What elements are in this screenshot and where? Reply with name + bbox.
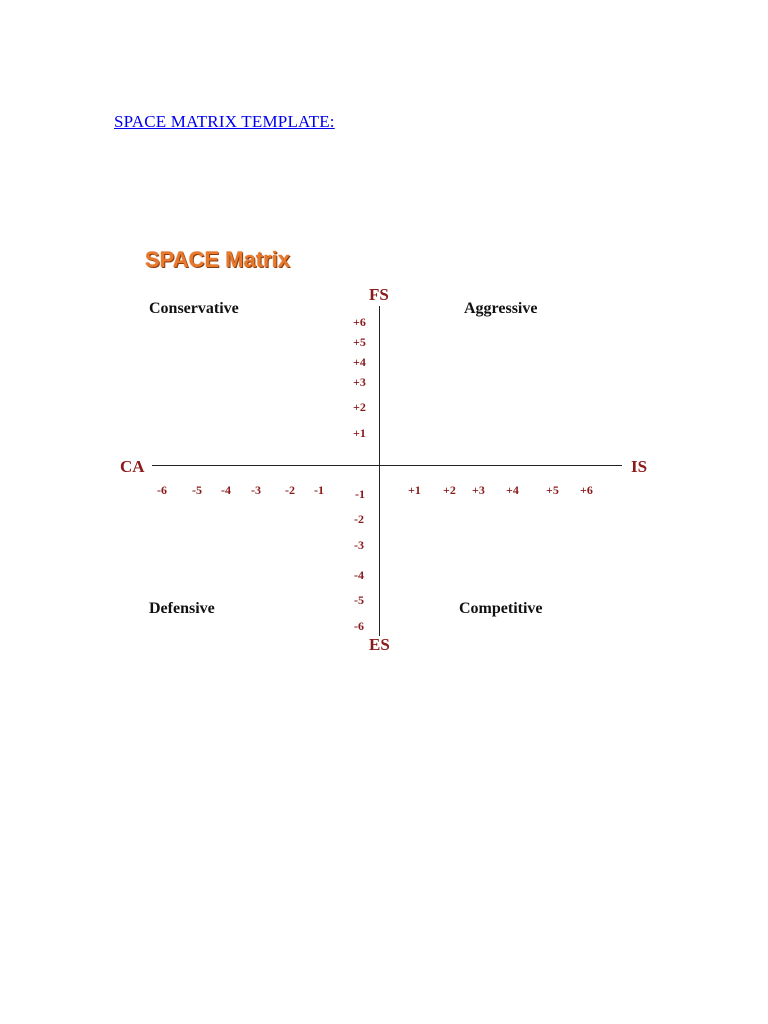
tick-es-3: -3 <box>354 538 364 552</box>
quadrant-competitive: Competitive <box>459 600 543 617</box>
space-matrix-template-link[interactable]: SPACE MATRIX TEMPLATE: <box>114 112 335 131</box>
tick-es-4: -4 <box>354 568 364 582</box>
tick-ca-5: -5 <box>192 483 202 497</box>
axis-label-fs: FS <box>369 285 389 304</box>
tick-ca-1: -1 <box>314 483 324 497</box>
tick-fs-3: +3 <box>353 375 366 389</box>
tick-fs-4: +4 <box>353 355 366 369</box>
vertical-axis <box>379 306 380 636</box>
tick-is-4: +4 <box>506 483 519 497</box>
quadrant-conservative: Conservative <box>149 300 239 317</box>
matrix-title: SPACE Matrix <box>145 247 291 272</box>
axis-label-ca: CA <box>120 457 145 476</box>
tick-is-6: +6 <box>580 483 593 497</box>
tick-fs-5: +5 <box>353 335 366 349</box>
tick-is-5: +5 <box>546 483 559 497</box>
horizontal-axis <box>152 465 622 466</box>
tick-es-6: -6 <box>354 619 364 633</box>
tick-fs-6: +6 <box>353 315 366 329</box>
tick-es-2: -2 <box>354 512 364 526</box>
tick-fs-1: +1 <box>353 426 366 440</box>
quadrant-aggressive: Aggressive <box>464 300 538 317</box>
tick-ca-2: -2 <box>285 483 295 497</box>
tick-ca-4: -4 <box>221 483 231 497</box>
tick-fs-2: +2 <box>353 400 366 414</box>
tick-es-1: -1 <box>355 487 365 501</box>
tick-es-5: -5 <box>354 593 364 607</box>
tick-is-1: +1 <box>408 483 421 497</box>
tick-is-3: +3 <box>472 483 485 497</box>
tick-ca-6: -6 <box>157 483 167 497</box>
tick-ca-3: -3 <box>251 483 261 497</box>
quadrant-defensive: Defensive <box>149 600 215 617</box>
axis-label-es: ES <box>369 635 390 654</box>
axis-label-is: IS <box>631 457 648 476</box>
tick-is-2: +2 <box>443 483 456 497</box>
